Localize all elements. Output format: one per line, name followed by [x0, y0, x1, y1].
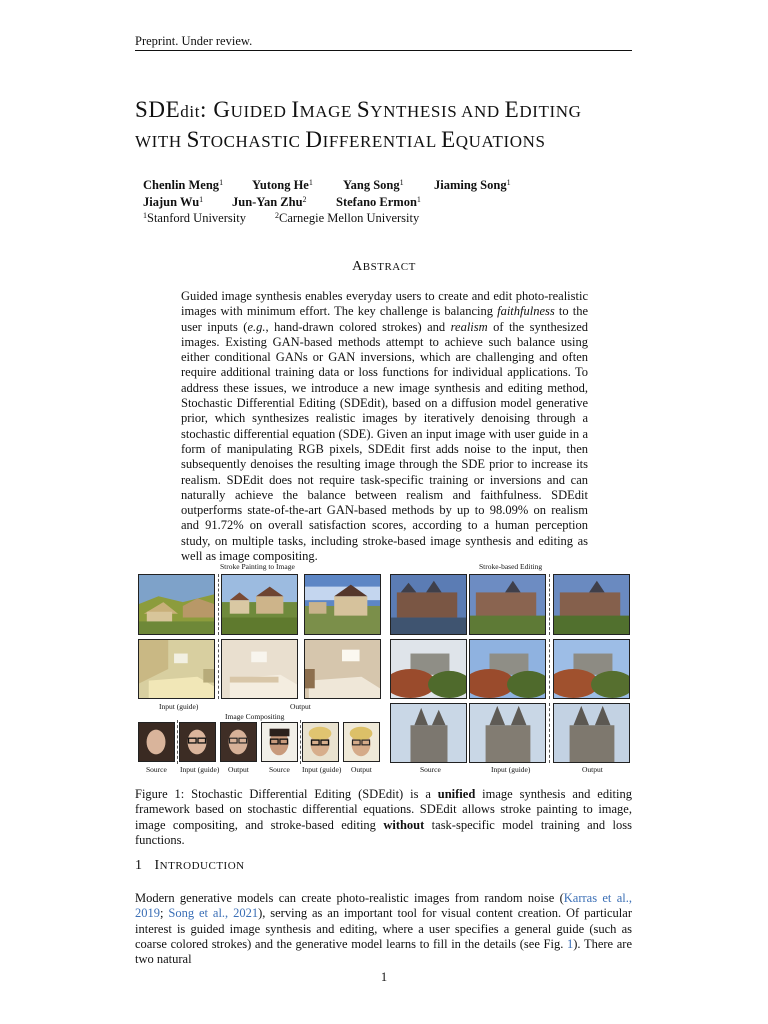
section-number: 1 — [135, 858, 143, 873]
divider — [549, 574, 550, 635]
face-photo — [303, 723, 338, 761]
figure-caption — [135, 787, 632, 848]
face-source-2 — [261, 722, 298, 762]
label-image-compositing: Image Compositing — [225, 712, 285, 721]
edit-source-castle — [390, 574, 467, 635]
author-name: Jiaming Song — [434, 178, 507, 192]
citation-link[interactable]: Song et al., 2021 — [168, 906, 259, 921]
affiliation — [143, 209, 275, 226]
figure-ref-link[interactable]: 1 — [566, 936, 574, 951]
edit-source-abbey — [390, 639, 467, 699]
title-frag: TOCHASTIC — [200, 132, 306, 151]
face-output-2 — [343, 722, 380, 762]
comp-label: Output — [228, 765, 249, 774]
intro-text: ). There are two natural — [135, 936, 632, 967]
heading-frag: A — [352, 259, 363, 274]
label-input-guide: Input (guide) — [159, 702, 199, 711]
section-heading-introduction — [135, 858, 245, 874]
author — [143, 176, 252, 193]
edit-input-church — [469, 703, 546, 763]
abstract-body — [181, 289, 588, 564]
title-frag: SDE — [135, 97, 181, 122]
caption-text: task-specific model training and loss functions. — [135, 817, 632, 847]
affiliations — [143, 209, 511, 226]
comp-label: Output — [351, 765, 372, 774]
face-input-1 — [179, 722, 216, 762]
comp-label: Source — [269, 765, 290, 774]
affil-name: Carnegie Mellon University — [279, 211, 420, 225]
edit-label: Input (guide) — [491, 765, 531, 774]
divider — [549, 703, 550, 763]
author-sup: 2 — [302, 194, 307, 204]
title-line-2 — [135, 126, 635, 156]
church-photo — [470, 704, 545, 762]
output-bedroom-1 — [221, 639, 298, 699]
author-name: Yutong He — [252, 178, 309, 192]
edit-source-church — [390, 703, 467, 763]
castle-photo — [391, 575, 466, 634]
abstract-emph: faithfulness — [497, 304, 555, 319]
face-output-1 — [220, 722, 257, 762]
caption-text: Figure 1: Stochastic Differential Editing (SDEdit) is a — [135, 787, 438, 801]
title-frag: YNTHESIS AND — [370, 102, 505, 121]
edit-output-castle — [553, 574, 630, 635]
author-sup: 1 — [399, 178, 404, 187]
affiliation — [275, 209, 419, 226]
title-frag: IFFERENTIAL — [322, 132, 442, 151]
label-stroke-editing: Stroke-based Editing — [479, 562, 543, 571]
caption-bold: without — [383, 817, 425, 832]
output-landscape-2 — [304, 574, 381, 635]
title-frag: DITING — [519, 102, 582, 121]
author-sup: 1 — [416, 194, 421, 204]
author — [252, 176, 343, 193]
author-name: Stefano Ermon — [336, 194, 417, 209]
author-block — [143, 176, 511, 226]
divider — [549, 639, 550, 699]
edit-input-abbey — [469, 639, 546, 699]
comp-label: Input (guide) — [180, 765, 220, 774]
heading-frag: BSTRACT — [362, 261, 416, 273]
edit-label: Source — [420, 765, 441, 774]
stroke-input-bedroom — [138, 639, 215, 699]
title-frag: WITH — [135, 132, 187, 151]
title-frag: dit — [180, 102, 201, 121]
author-name: Jun-Yan Zhu — [232, 194, 303, 209]
face-source-1 — [138, 722, 175, 762]
author-row-2 — [143, 193, 511, 210]
title-frag: UIDED — [230, 102, 292, 121]
face-input-2 — [302, 722, 339, 762]
paper-title — [135, 96, 635, 156]
landscape-photo — [305, 575, 380, 634]
intro-text: Modern generative models can create photo-realistic images from random noise ( — [135, 891, 564, 905]
bedroom-photo — [222, 640, 297, 698]
label-output: Output — [290, 702, 311, 711]
stroke-bedroom-image — [139, 640, 214, 698]
header-rule — [135, 50, 632, 51]
face-photo — [139, 723, 174, 761]
castle-photo — [554, 575, 629, 634]
author — [143, 193, 232, 210]
title-frag: D — [305, 127, 323, 152]
divider — [177, 720, 178, 764]
church-photo — [391, 704, 466, 762]
comp-label: Input (guide) — [302, 765, 342, 774]
author-sup: 1 — [219, 178, 224, 187]
stroke-landscape-image — [139, 575, 214, 634]
abstract-emph: e.g. — [247, 319, 266, 334]
abstract-text: of the synthesized images. Existing GAN-based methods attempt to achieve such balance using either conditional GANs or GAN inversions, which are challenging and often require additional training data or loss functions for individual applications. To address these issues, we introduce a new image synthesis and editing method, Stochastic Differential Editing (SDEdit), based on a diffusion model generative prior, which synthesizes realistic images by iteratively denoising through a stochastic differential equation (SDE). Given an input image with user guide in a form of manipulating RGB pixels, SDEdit first adds noise to the input, then subsequently denoises the resulting image through the SDE prior to increase its realism. SDEdit does not require task-specific training or inversions and can naturally achieve the balance between realism and faithfulness. SDEdit outperforms state-of-the-art GAN-based methods by up to 98.09% on realism and 91.72% on overall satisfaction scores, according to a human perception study, on multiple tasks, including stroke-based image synthesis and editing as well as image compositing. — [181, 319, 588, 564]
figure-1 — [135, 560, 632, 772]
abstract-text: Guided image synthesis enables everyday users to create and edit photo-realistic images with minimum effort. The key challenge is balancing — [181, 289, 588, 319]
label-stroke-painting: Stroke Painting to Image — [220, 562, 295, 571]
author-sup: 1 — [199, 194, 204, 204]
abbey-photo — [391, 640, 466, 698]
castle-photo — [470, 575, 545, 634]
introduction-body — [135, 891, 632, 967]
bedroom-photo — [305, 640, 380, 698]
title-frag: S — [186, 127, 201, 152]
author — [434, 176, 511, 193]
abstract-heading — [0, 259, 768, 275]
author-name: Jiajun Wu — [143, 194, 200, 209]
caption-bold: unified — [437, 787, 476, 801]
section-title-frag: NTRODUCTION — [159, 860, 245, 872]
affil-sup: 2 — [275, 211, 279, 220]
section-title-frag: I — [154, 858, 160, 873]
affil-name: Stanford University — [147, 211, 246, 225]
author — [232, 193, 336, 210]
intro-text: ), serving as an important tool for visual content creation. Of particular interest is guided image synthesis and editing, where a user specifies a general guide (such as coarse colored strokes) and the generative model learns to fill in the details (see Fig. — [135, 906, 632, 951]
divider — [218, 639, 219, 699]
title-frag: E — [504, 97, 520, 122]
title-line-1 — [135, 96, 635, 126]
intro-text: ; — [160, 906, 169, 921]
author — [336, 193, 421, 210]
edit-input-castle — [469, 574, 546, 635]
abstract-text: , hand-drawn colored strokes) and — [265, 319, 451, 334]
author — [343, 176, 434, 193]
title-frag: QUATIONS — [455, 132, 546, 151]
title-frag: MAGE — [299, 102, 357, 121]
edit-label: Output — [582, 765, 603, 774]
author-sup: 1 — [308, 178, 313, 187]
abbey-photo — [470, 640, 545, 698]
church-photo — [554, 704, 629, 762]
author-name: Yang Song — [343, 178, 400, 192]
author-sup: 1 — [506, 178, 511, 187]
running-header: Preprint. Under review. — [135, 34, 253, 48]
abbey-photo — [554, 640, 629, 698]
face-photo — [221, 723, 256, 761]
title-frag: I — [291, 97, 300, 122]
author-name: Chenlin Meng — [143, 178, 220, 192]
caption-text: image synthesis and editing framework based on stochastic differential equations. SDEdit allows stroke painting to image, image compositing, and stroke-based editing — [135, 787, 632, 832]
citation-link[interactable]: Karras et al., 2019 — [135, 891, 632, 921]
face-photo — [262, 723, 297, 761]
output-bedroom-2 — [304, 639, 381, 699]
face-photo — [180, 723, 215, 761]
divider — [300, 720, 301, 764]
output-landscape-1 — [221, 574, 298, 635]
title-frag: : G — [200, 97, 231, 122]
comp-label: Source — [146, 765, 167, 774]
title-frag: E — [441, 127, 456, 152]
divider — [218, 574, 219, 635]
page-number: 1 — [380, 970, 388, 984]
edit-output-church — [553, 703, 630, 763]
landscape-photo — [222, 575, 297, 634]
abstract-emph: realism — [450, 319, 488, 334]
abstract-text: to the user inputs ( — [181, 304, 588, 334]
stroke-input-landscape — [138, 574, 215, 635]
title-frag: S — [356, 97, 371, 122]
author-row-1 — [143, 176, 511, 193]
affil-sup: 1 — [143, 211, 147, 220]
face-photo — [344, 723, 379, 761]
edit-output-abbey — [553, 639, 630, 699]
